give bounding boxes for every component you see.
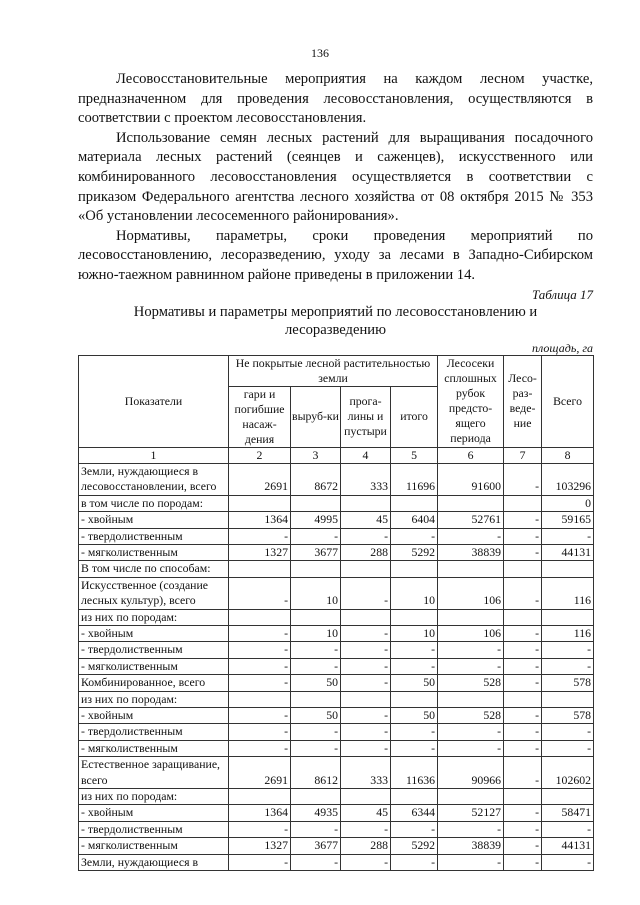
header-c2: гари и погибшие насаж-дения	[229, 386, 291, 447]
table-cell	[542, 789, 594, 805]
table-cell: -	[341, 577, 391, 609]
table-cell	[341, 561, 391, 577]
table-cell: 59165	[542, 512, 594, 528]
table-cell: 8612	[291, 757, 341, 789]
table-cell: -	[438, 740, 504, 756]
table-cell	[391, 561, 438, 577]
table-cell: 44131	[542, 544, 594, 560]
table-cell: -	[504, 528, 542, 544]
page-number: 136	[311, 46, 329, 60]
table-cell: 288	[341, 544, 391, 560]
paragraph-line: Нормативы, параметры, сроки проведения мероприятий по	[116, 227, 593, 244]
table-cell: -	[504, 658, 542, 674]
table-cell: -	[504, 805, 542, 821]
table-cell: 4995	[291, 512, 341, 528]
row-label: - мягколиственным	[79, 658, 229, 674]
header-group-uncovered: Не покрытые лесной растительностью земли	[229, 355, 438, 386]
table-cell: 10	[391, 577, 438, 609]
table-row	[79, 512, 594, 528]
table-row	[79, 642, 594, 658]
table-cell	[542, 691, 594, 707]
table-cell: 50	[291, 675, 341, 691]
table-row	[79, 544, 594, 560]
row-label: - твердолиственным	[79, 528, 229, 544]
table-cell	[229, 789, 291, 805]
table-cell	[229, 691, 291, 707]
table-cell: -	[341, 708, 391, 724]
table-cell: -	[391, 724, 438, 740]
table-cell: -	[229, 642, 291, 658]
table-cell: 1364	[229, 512, 291, 528]
table-cell: 106	[438, 626, 504, 642]
table-cell: 44131	[542, 838, 594, 854]
table-cell: -	[229, 740, 291, 756]
paragraph-line: приказом Федерального агентства лесного хозяйства от 08 октября 2015 № 353	[78, 188, 593, 205]
paragraph-line: южно-таежном равнинном районе приведены в приложении 14.	[78, 266, 476, 283]
table-cell: -	[229, 821, 291, 837]
table-cell: -	[229, 626, 291, 642]
row-label: - хвойным	[79, 626, 229, 642]
table-cell: 50	[391, 708, 438, 724]
table-row	[79, 757, 594, 789]
table-cell: -	[391, 821, 438, 837]
table-cell: -	[438, 724, 504, 740]
table-row	[79, 463, 594, 495]
table-cell	[341, 691, 391, 707]
table-cell	[542, 609, 594, 625]
table-cell: 90966	[438, 757, 504, 789]
paragraph-line: комбинированного лесовосстановления осуществляется в соответствии с	[78, 168, 593, 185]
table-cell: -	[504, 708, 542, 724]
table-row	[79, 789, 594, 805]
table-title-line-1: Нормативы и параметры мероприятий по лесовосстановлению и	[133, 303, 538, 320]
table-title-line-2: лесоразведению	[285, 321, 386, 338]
table-cell	[229, 495, 291, 511]
table-cell: 3677	[291, 838, 341, 854]
paragraph-line: Использование семян лесных растений для выращивания посадочного	[116, 129, 593, 146]
table-cell	[391, 789, 438, 805]
row-label: Естественное заращивание, всего	[79, 757, 229, 789]
column-number: 5	[391, 447, 438, 463]
table-cell: -	[229, 577, 291, 609]
row-label: Земли, нуждающиеся в лесовосстановлении, всего	[79, 463, 229, 495]
row-label: В том числе по способам:	[79, 561, 229, 577]
table-cell: -	[504, 577, 542, 609]
table-cell: -	[542, 528, 594, 544]
row-label: - хвойным	[79, 805, 229, 821]
table-cell: 45	[341, 805, 391, 821]
table-cell: -	[341, 724, 391, 740]
table-row	[79, 561, 594, 577]
table-cell: 10	[391, 626, 438, 642]
table-cell: -	[341, 854, 391, 870]
table-cell	[438, 789, 504, 805]
table-cell	[391, 691, 438, 707]
table-cell: 333	[341, 463, 391, 495]
table-row	[79, 821, 594, 837]
table-cell	[504, 691, 542, 707]
table-cell: 1327	[229, 544, 291, 560]
table-cell: -	[291, 724, 341, 740]
table-cell: 0	[542, 495, 594, 511]
table-cell: 8672	[291, 463, 341, 495]
table-cell	[341, 609, 391, 625]
table-cell: 528	[438, 675, 504, 691]
table-cell: -	[291, 528, 341, 544]
row-label: - твердолиственным	[79, 821, 229, 837]
table-row	[79, 854, 594, 870]
table-cell: 11636	[391, 757, 438, 789]
table-cell: -	[504, 512, 542, 528]
table-cell: 52761	[438, 512, 504, 528]
table-cell: 6344	[391, 805, 438, 821]
row-label: Искусственное (создание лесных культур), всего	[79, 577, 229, 609]
table-cell: -	[504, 544, 542, 560]
table-cell: -	[504, 626, 542, 642]
table-cell: -	[504, 854, 542, 870]
table-cell	[229, 561, 291, 577]
document-body	[78, 70, 593, 871]
table-unit: площадь, га	[532, 340, 593, 355]
table-cell	[291, 789, 341, 805]
table-cell: -	[341, 642, 391, 658]
row-label: Земли, нуждающиеся в	[79, 854, 229, 870]
header-c3: выруб-ки	[291, 386, 341, 447]
table-cell: 102602	[542, 757, 594, 789]
table-cell: 52127	[438, 805, 504, 821]
row-label: - твердолиственным	[79, 724, 229, 740]
paragraph	[78, 70, 593, 129]
table-cell: 3677	[291, 544, 341, 560]
column-number: 4	[341, 447, 391, 463]
header-c5: итого	[391, 386, 438, 447]
table-row	[79, 577, 594, 609]
table-cell: 58471	[542, 805, 594, 821]
table-cell	[291, 691, 341, 707]
table-cell: -	[341, 626, 391, 642]
table-cell: 91600	[438, 463, 504, 495]
table-row	[79, 658, 594, 674]
paragraph	[78, 129, 593, 227]
table-row	[79, 740, 594, 756]
table-cell: 2691	[229, 463, 291, 495]
table-cell: 528	[438, 708, 504, 724]
table-cell	[229, 609, 291, 625]
table-cell: 333	[341, 757, 391, 789]
table-cell: -	[341, 658, 391, 674]
paragraph-line: «Об установлении лесосеменного районирования».	[78, 208, 399, 225]
table-cell: -	[438, 854, 504, 870]
table-cell: -	[542, 854, 594, 870]
table-cell: -	[341, 675, 391, 691]
header-c8: Всего	[542, 355, 594, 447]
header-indicators: Показатели	[79, 355, 229, 447]
table-row	[79, 528, 594, 544]
table-cell: -	[391, 528, 438, 544]
row-label: - хвойным	[79, 512, 229, 528]
table-cell	[341, 789, 391, 805]
table-cell	[291, 495, 341, 511]
table-row	[79, 724, 594, 740]
table-cell: -	[341, 821, 391, 837]
table-cell: -	[438, 821, 504, 837]
table-cell: -	[229, 854, 291, 870]
table-cell: -	[391, 740, 438, 756]
row-label: - мягколиственным	[79, 740, 229, 756]
table-cell: -	[542, 658, 594, 674]
table-cell: 116	[542, 626, 594, 642]
table-cell: -	[438, 528, 504, 544]
table-cell: -	[504, 642, 542, 658]
table-row	[79, 626, 594, 642]
column-number: 6	[438, 447, 504, 463]
table-cell: 288	[341, 838, 391, 854]
table-cell: 578	[542, 675, 594, 691]
table-cell: 4935	[291, 805, 341, 821]
table-cell: 5292	[391, 838, 438, 854]
row-label: из них по породам:	[79, 609, 229, 625]
table-cell	[341, 495, 391, 511]
table-cell: -	[504, 757, 542, 789]
table-row	[79, 708, 594, 724]
table-cell	[504, 495, 542, 511]
table-cell	[504, 609, 542, 625]
table-cell	[504, 561, 542, 577]
table-cell: -	[229, 708, 291, 724]
row-label: - твердолиственным	[79, 642, 229, 658]
row-label: - мягколиственным	[79, 838, 229, 854]
table-row	[79, 675, 594, 691]
column-number: 2	[229, 447, 291, 463]
table-cell	[291, 609, 341, 625]
table-cell: -	[542, 724, 594, 740]
table-cell: -	[391, 658, 438, 674]
table-row	[79, 838, 594, 854]
table-cell: -	[341, 528, 391, 544]
table-cell: 50	[391, 675, 438, 691]
table-cell	[438, 495, 504, 511]
table-cell: -	[391, 854, 438, 870]
table-cell: 45	[341, 512, 391, 528]
table-cell: -	[229, 724, 291, 740]
table-cell: 11696	[391, 463, 438, 495]
paragraph-line: материала лесных растений (сеянцев и саженцев), искусственного или	[78, 149, 593, 166]
table-cell: -	[542, 740, 594, 756]
table-cell: -	[291, 740, 341, 756]
row-label: - хвойным	[79, 708, 229, 724]
row-label: в том числе по породам:	[79, 495, 229, 511]
table-cell	[438, 561, 504, 577]
table-row	[79, 691, 594, 707]
table-cell: -	[542, 821, 594, 837]
table-cell: 50	[291, 708, 341, 724]
table-cell: 578	[542, 708, 594, 724]
row-label: из них по породам:	[79, 691, 229, 707]
table-cell: 10	[291, 626, 341, 642]
table-cell: 1364	[229, 805, 291, 821]
header-c4: прога-лины и пустыри	[341, 386, 391, 447]
paragraph	[78, 227, 593, 286]
table-cell: 6404	[391, 512, 438, 528]
table-cell	[391, 495, 438, 511]
column-number: 8	[542, 447, 594, 463]
row-label: Комбинированное, всего	[79, 675, 229, 691]
table-cell: -	[341, 740, 391, 756]
table-row	[79, 495, 594, 511]
column-number: 7	[504, 447, 542, 463]
paragraph-line: соответствии с проектом лесовосстановления.	[78, 110, 367, 127]
paragraph-line: Лесовосстановительные мероприятия на каждом лесном участке,	[116, 71, 593, 87]
table-cell: 106	[438, 577, 504, 609]
table-cell: 38839	[438, 838, 504, 854]
table-cell: 10	[291, 577, 341, 609]
table-cell: 116	[542, 577, 594, 609]
table-cell: -	[542, 642, 594, 658]
table-cell: -	[229, 528, 291, 544]
table-cell	[391, 609, 438, 625]
column-number-row	[79, 447, 594, 463]
paragraph-line: лесовосстановлению, лесоразведению, уходу за лесами в Западно-Сибирском	[78, 247, 593, 264]
table-cell: -	[504, 724, 542, 740]
paragraphs	[78, 70, 593, 286]
table-cell	[504, 789, 542, 805]
table-cell	[542, 561, 594, 577]
table-cell: 103296	[542, 463, 594, 495]
table-cell: 5292	[391, 544, 438, 560]
table-cell: -	[504, 838, 542, 854]
table-cell	[438, 609, 504, 625]
table-cell: 38839	[438, 544, 504, 560]
table-cell: 1327	[229, 838, 291, 854]
table-cell: -	[391, 642, 438, 658]
table-cell	[291, 561, 341, 577]
table-cell: -	[504, 463, 542, 495]
column-number: 1	[79, 447, 229, 463]
table-cell: -	[229, 675, 291, 691]
data-table	[78, 355, 594, 872]
table-caption: Таблица 17	[531, 286, 593, 302]
table-cell: -	[504, 675, 542, 691]
table-cell: -	[291, 642, 341, 658]
table-row	[79, 609, 594, 625]
column-number: 3	[291, 447, 341, 463]
header-c7: Лесо-раз-веде-ние	[504, 355, 542, 447]
table-cell: -	[291, 854, 341, 870]
table-cell	[438, 691, 504, 707]
table-cell: -	[504, 821, 542, 837]
table-cell: -	[291, 658, 341, 674]
row-label: из них по породам:	[79, 789, 229, 805]
row-label: - мягколиственным	[79, 544, 229, 560]
paragraph-line: предназначенном для проведения лесовосстановления, осуществляются в	[78, 90, 593, 107]
table-cell: -	[438, 642, 504, 658]
table-cell: -	[504, 740, 542, 756]
table-cell: -	[291, 821, 341, 837]
table-cell: 2691	[229, 757, 291, 789]
table-cell: -	[229, 658, 291, 674]
header-c6: Лесосеки сплошных рубок предсто-ящего периода	[438, 355, 504, 447]
table-row	[79, 805, 594, 821]
table-cell: -	[438, 658, 504, 674]
